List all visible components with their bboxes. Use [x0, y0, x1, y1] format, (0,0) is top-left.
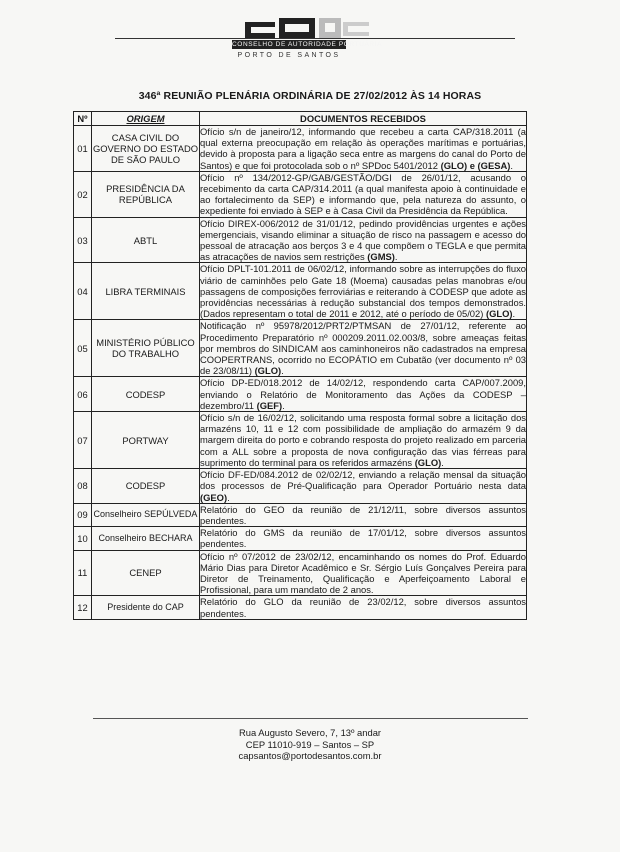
- row-document: [200, 320, 527, 377]
- row-number: 03: [74, 217, 92, 263]
- header-origin: ORIGEM: [92, 112, 200, 126]
- row-document-text: Relatório do GMS da reunião de 17/01/12, sobre diversos assuntos pendentes.: [200, 527, 526, 550]
- table-row: [74, 503, 527, 526]
- row-document-text: Ofício DIREX-006/2012 de 31/01/12, pedindo providências urgentes e ações emergenciais, visando eliminar a situação de risco na passagem e acesso do pessoal de atracação aos berços 3 e 4 que compõem o TEGLA e que permita as atracações de navios sem restrições: [200, 217, 526, 263]
- row-document-tail: .: [281, 365, 284, 377]
- table-row: [74, 377, 527, 412]
- row-document-group: (GLO): [414, 456, 442, 468]
- row-origin: ABTL: [92, 217, 200, 263]
- row-document: [200, 126, 527, 172]
- row-origin: CENEP: [92, 550, 200, 596]
- documents-table: [73, 111, 527, 620]
- row-origin: PRESIDÊNCIA DA REPÚBLICA: [92, 171, 200, 217]
- row-document-group: (GLO) e (GESA): [440, 159, 511, 171]
- row-number: 11: [74, 550, 92, 596]
- row-document-text: Relatório do GLO da reunião de 23/02/12, sobre diversos assuntos pendentes.: [200, 596, 526, 619]
- row-origin: PORTWAY: [92, 412, 200, 469]
- row-number: 09: [74, 503, 92, 526]
- row-document: [200, 550, 527, 596]
- table-row: [74, 171, 527, 217]
- row-number: 08: [74, 469, 92, 504]
- row-number: 07: [74, 412, 92, 469]
- row-document-tail: .: [510, 159, 513, 171]
- row-document-text: Ofício nº 134/2012-GP/GAB/GESTÃO/DGI de 26/01/12, acusando o recebimento da carta CAP/314.2011 (a qual manifesta apoio à continuidade e ao fortalecimento da SEP) e informando que, pela natureza do assunto, o expediente foi enviado à SEP e à Casa Civil da Presidência da República.: [200, 171, 526, 217]
- footer-street: Rua Augusto Severo, 7, 13º andar: [238, 727, 382, 738]
- table-header-row: [74, 112, 527, 126]
- row-document: [200, 469, 527, 504]
- footer-cep: CEP 11010-919 – Santos – SP: [245, 738, 375, 750]
- row-number: 05: [74, 320, 92, 377]
- header-num: Nº: [74, 112, 92, 126]
- footer-rule: [93, 718, 528, 719]
- row-document-group: (GEO): [200, 491, 228, 503]
- row-document: [200, 263, 527, 320]
- table-row: [74, 412, 527, 469]
- footer-email: capsantos@portodesantos.com.br: [238, 750, 382, 761]
- row-document-group: (GMS): [367, 251, 395, 263]
- row-origin: MINISTÉRIO PÚBLICO DO TRABALHO: [92, 320, 200, 377]
- row-number: 01: [74, 126, 92, 172]
- header-documents: DOCUMENTOS RECEBIDOS: [200, 112, 527, 126]
- row-origin: Presidente do CAP: [92, 596, 200, 619]
- table-row: [74, 217, 527, 263]
- org-subtitle: PORTO DE SANTOS: [237, 52, 341, 59]
- document-title: 346ª REUNIÃO PLENÁRIA ORDINÁRIA DE 27/02/2012 ÀS 14 HORAS: [138, 90, 482, 102]
- row-document-text: Ofício DPLT-101.2011 de 06/02/12, informando sobre as interrupções do fluxo viário de caminhões pelo Gate 18 (Moema) causadas pelas manobras e/ou passagens de composições ferroviárias e reiterando à CODESP que adote as providências necessárias à redução substancial dos tempos demonstrados. (Dados representam o total de 2011 e 2012, até o período de 05/02): [200, 263, 526, 320]
- row-document-text: Notificação nº 95978/2012/PRT2/PTMSAN de 27/01/12, referente ao Procedimento Preparatório nº 000209.2011.02.003/8, sobre ameaças feitas por membros do SINDICAM aos caminhoneiros não cadastrados na empresa COOPERTRANS, ocorrido no ECOPÁTIO em Cubatão (ver documento nº 03 de 23/08/11): [200, 320, 526, 377]
- row-document: [200, 503, 527, 526]
- row-document: [200, 171, 527, 217]
- row-origin: CODESP: [92, 469, 200, 504]
- row-document-tail: .: [441, 456, 444, 468]
- row-document-group: (GLO): [485, 308, 513, 320]
- row-origin: Conselheiro BECHARA: [92, 527, 200, 550]
- org-name: CONSELHO DE AUTORIDADE PORTUÁRIA: [232, 41, 383, 48]
- table-row: [74, 263, 527, 320]
- row-document: [200, 527, 527, 550]
- row-document: [200, 377, 527, 412]
- table-row: [74, 320, 527, 377]
- table-row: [74, 527, 527, 550]
- table-row: [74, 550, 527, 596]
- row-origin: LIBRA TERMINAIS: [92, 263, 200, 320]
- row-document-text: Ofício DP-ED/018.2012 de 14/02/12, respondendo carta CAP/007.2009, enviando o Relatório de Monitoramento das Ações da CODESP – dezembro/11: [200, 377, 526, 411]
- row-origin: CODESP: [92, 377, 200, 412]
- row-document-text: Ofício s/n de 16/02/12, solicitando uma resposta formal sobre a licitação dos armazéns 10, 11 e 12 com possibilidade de ampliação do armazém 9 da margem direita do porto e cobrando resposta do projeto realizado em parceria com a ALL sobre a proposta de nova configuração das vias férreas para suprimento do terminal para os referidos armazéns: [200, 412, 526, 468]
- row-document-tail: .: [512, 308, 516, 320]
- row-document-tail: .: [227, 491, 230, 503]
- row-document-tail: .: [394, 251, 398, 263]
- row-document-group: (GEF): [256, 399, 283, 411]
- row-number: 02: [74, 171, 92, 217]
- row-document-group: (GLO): [254, 365, 282, 377]
- row-document: [200, 412, 527, 469]
- table-row: [74, 596, 527, 619]
- footer-address: [0, 727, 620, 762]
- row-document: [200, 217, 527, 263]
- row-origin: CASA CIVIL DO GOVERNO DO ESTADO DE SÃO PAULO: [92, 126, 200, 172]
- row-number: 12: [74, 596, 92, 619]
- row-number: 10: [74, 527, 92, 550]
- row-document-text: Relatório do GEO da reunião de 21/12/11, sobre diversos assuntos pendentes.: [200, 503, 526, 526]
- table-row: [74, 469, 527, 504]
- row-number: 06: [74, 377, 92, 412]
- row-document: [200, 596, 527, 619]
- row-document-text: Ofício s/n de janeiro/12, informando que recebeu a carta CAP/318.2011 (a qual externa preocupação em relação às operações marítimas e portuárias, devido à proposta para a ligação seca entre as margens do canal do Porto de Santos) e que foi protocolada sob o nº SPDoc 5401/2012: [200, 126, 526, 171]
- header-rule: [115, 38, 515, 39]
- row-document-text: Ofício nº 07/2012 de 23/02/12, encaminhando os nomes do Prof. Eduardo Mário Dias para Diretor Acadêmico e Sr. Sérgio Luís Gonçalves Pereira para Diretor de Treinamento, Qualificação e Aperfeiçoamento Laboral e Profissional, para um mandato de 2 anos.: [200, 550, 526, 596]
- row-document-tail: .: [282, 399, 285, 411]
- table-row: [74, 126, 527, 172]
- row-origin: Conselheiro SEPÚLVEDA: [92, 503, 200, 526]
- row-document-text: Ofício DF-ED/084.2012 de 02/02/12, enviando a relação mensal da situação dos processos de Pré-Qualificação para Operador Portuário nesta data: [200, 469, 526, 492]
- row-number: 04: [74, 263, 92, 320]
